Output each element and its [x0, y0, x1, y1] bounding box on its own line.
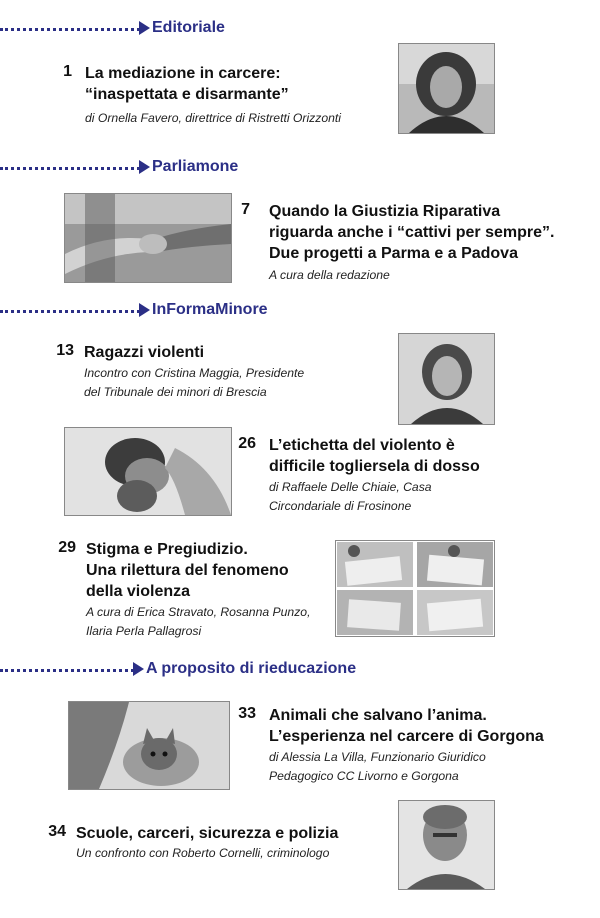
arrow-icon	[133, 662, 144, 676]
section-title: InFormaMinore	[152, 301, 268, 318]
photo-woman-portrait	[398, 333, 495, 425]
article-title: L’etichetta del violento è difficile togliersela di dosso	[269, 437, 480, 475]
dotted-rule	[0, 28, 140, 31]
toc-entry[interactable]	[76, 823, 338, 863]
photo-kitten	[68, 701, 230, 790]
photo-woman-portrait	[398, 43, 495, 134]
toc-entry[interactable]	[269, 201, 554, 285]
page-number: 34	[48, 823, 66, 840]
page-number: 33	[238, 705, 256, 722]
article-title: Quando la Giustizia Riparativa riguarda anche i “cattivi per sempre”. Due progetti a Parma e a Padova	[269, 203, 555, 262]
article-author: A cura di Erica Stravato, Rosanna Punzo, Ilaria Perla Pallagrosi	[86, 605, 311, 638]
article-author: di Alessia La Villa, Funzionario Giuridico Pedagogico CC Livorno e Gorgona	[269, 750, 486, 783]
article-title: Animali che salvano l’anima. L’esperienza nel carcere di Gorgona	[269, 707, 544, 745]
photo-hands-clasped	[64, 193, 232, 283]
photo-collage-signs	[335, 540, 495, 637]
photo-man-head-bowed	[64, 427, 232, 516]
article-author: di Ornella Favero, direttrice di Ristretti Orizzonti	[85, 111, 342, 125]
arrow-icon	[139, 303, 150, 317]
arrow-icon	[139, 160, 150, 174]
toc-entry[interactable]	[85, 63, 341, 128]
page-number: 29	[58, 539, 76, 556]
page-number: 13	[56, 342, 74, 359]
article-title: Stigma e Pregiudizio. Una rilettura del fenomeno della violenza	[86, 541, 289, 600]
page-number: 7	[241, 201, 250, 218]
article-title: Ragazzi violenti	[84, 344, 205, 361]
toc-entry[interactable]	[269, 435, 480, 516]
arrow-icon	[139, 21, 150, 35]
dotted-rule	[0, 167, 140, 170]
photo-man-portrait	[398, 800, 495, 890]
section-title: Parliamone	[152, 158, 239, 175]
section-title: A proposito di rieducazione	[146, 660, 357, 677]
dotted-rule	[0, 669, 134, 672]
toc-entry[interactable]	[84, 342, 304, 402]
section-header-informaminore	[0, 299, 268, 321]
article-author: A cura della redazione	[269, 268, 390, 282]
article-title: Scuole, carceri, sicurezza e polizia	[76, 825, 339, 842]
article-author: Incontro con Cristina Maggia, Presidente del Tribunale dei minori di Brescia	[84, 366, 305, 399]
section-header-parliamone	[0, 156, 238, 178]
toc-entry[interactable]	[269, 705, 544, 786]
toc-entry[interactable]	[86, 539, 310, 641]
section-title: Editoriale	[152, 19, 225, 36]
page-number: 1	[63, 63, 72, 80]
section-header-editoriale	[0, 17, 225, 39]
page-number: 26	[238, 435, 256, 452]
article-author: di Raffaele Delle Chiaie, Casa Circondariale di Frosinone	[269, 480, 432, 513]
article-author: Un confronto con Roberto Cornelli, criminologo	[76, 846, 330, 860]
section-header-rieducazione	[0, 658, 356, 680]
article-title: La mediazione in carcere: “inaspettata e disarmante”	[85, 65, 289, 103]
dotted-rule	[0, 310, 140, 313]
